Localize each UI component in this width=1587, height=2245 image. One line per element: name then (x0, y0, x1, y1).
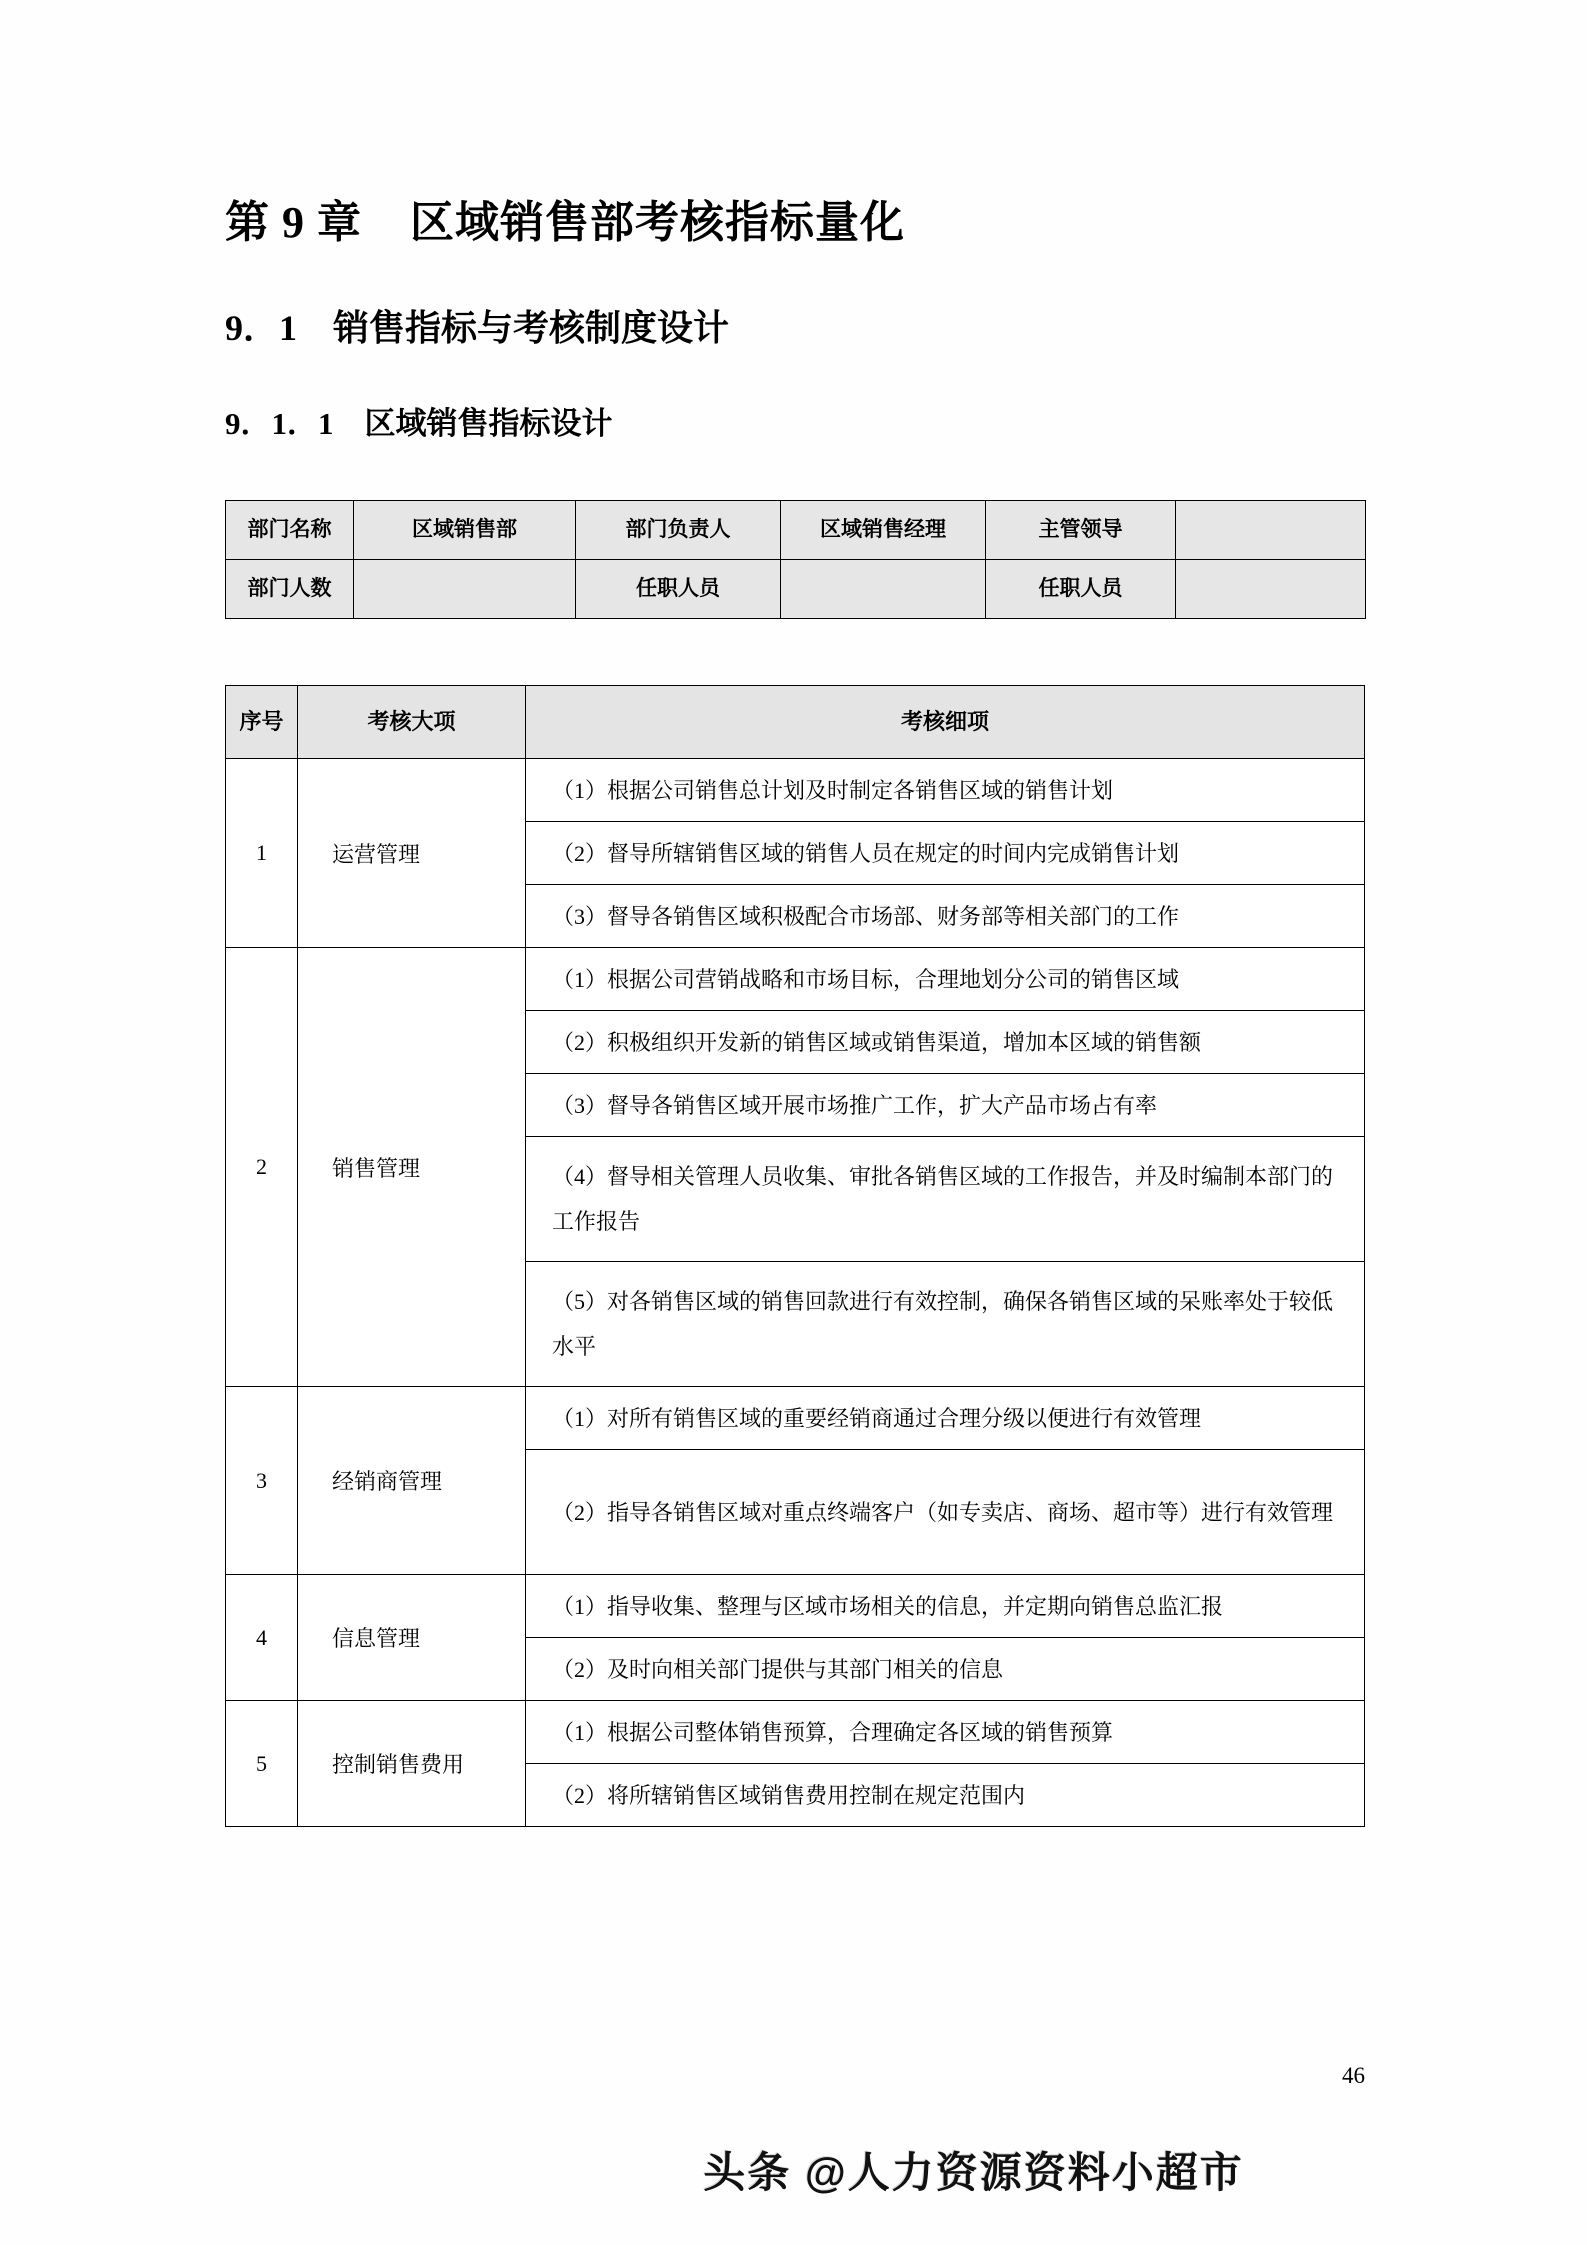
category-cell: 销售管理 (298, 948, 526, 1387)
table-row (226, 501, 1366, 560)
category-cell: 控制销售费用 (298, 1701, 526, 1827)
table-row (226, 1387, 1365, 1450)
page-content (225, 0, 1365, 1827)
assessment-item-cell: （2）将所辖销售区域销售费用控制在规定范围内 (526, 1764, 1365, 1827)
row-number-cell: 1 (226, 759, 298, 948)
dept-cell: 部门人数 (226, 560, 354, 619)
department-info-body (226, 501, 1366, 619)
assessment-item-cell: （3）督导各销售区域积极配合市场部、财务部等相关部门的工作 (526, 885, 1365, 948)
page-number: 46 (1342, 2063, 1365, 2088)
dept-cell: 任职人员 (986, 560, 1176, 619)
subsection-heading: 9．1．1 区域销售指标设计 (225, 405, 613, 441)
assessment-item-cell: （5）对各销售区域的销售回款进行有效控制，确保各销售区域的呆账率处于较低水平 (526, 1262, 1365, 1387)
assessment-item-cell: （2）及时向相关部门提供与其部门相关的信息 (526, 1638, 1365, 1701)
row-number-cell: 5 (226, 1701, 298, 1827)
assessment-item-cell: （1）指导收集、整理与区域市场相关的信息，并定期向销售总监汇报 (526, 1575, 1365, 1638)
header-cell-category: 考核大项 (298, 686, 526, 759)
table-row (226, 948, 1365, 1011)
chapter-title: 第 9 章 区域销售部考核指标量化 (225, 198, 905, 247)
row-number-cell: 2 (226, 948, 298, 1387)
watermark: 头条 @人力资源资料小超市 (703, 2149, 1244, 2196)
assessment-item-cell: （1）根据公司营销战略和市场目标，合理地划分公司的销售区域 (526, 948, 1365, 1011)
department-info-table (225, 500, 1366, 619)
dept-cell (354, 560, 576, 619)
header-cell-no: 序号 (226, 686, 298, 759)
assessment-table-head (226, 686, 1365, 759)
table-row (226, 759, 1365, 822)
table-row (226, 1701, 1365, 1764)
dept-cell: 任职人员 (576, 560, 781, 619)
dept-cell (1176, 501, 1366, 560)
row-number-cell: 4 (226, 1575, 298, 1701)
dept-cell (781, 560, 986, 619)
table-row (226, 1575, 1365, 1638)
assessment-item-cell: （1）根据公司销售总计划及时制定各销售区域的销售计划 (526, 759, 1365, 822)
dept-cell: 主管领导 (986, 501, 1176, 560)
assessment-item-cell: （1）对所有销售区域的重要经销商通过合理分级以便进行有效管理 (526, 1387, 1365, 1450)
assessment-item-cell: （4）督导相关管理人员收集、审批各销售区域的工作报告，并及时编制本部门的工作报告 (526, 1137, 1365, 1262)
dept-cell: 区域销售经理 (781, 501, 986, 560)
assessment-item-cell: （2）积极组织开发新的销售区域或销售渠道，增加本区域的销售额 (526, 1011, 1365, 1074)
dept-cell (1176, 560, 1366, 619)
assessment-table-body (226, 759, 1365, 1827)
table-row (226, 560, 1366, 619)
dept-cell: 区域销售部 (354, 501, 576, 560)
header-cell-item: 考核细项 (526, 686, 1365, 759)
section-heading: 9．1 销售指标与考核制度设计 (225, 308, 730, 348)
dept-cell: 部门负责人 (576, 501, 781, 560)
category-cell: 信息管理 (298, 1575, 526, 1701)
assessment-item-cell: （3）督导各销售区域开展市场推广工作，扩大产品市场占有率 (526, 1074, 1365, 1137)
assessment-item-cell: （2）督导所辖销售区域的销售人员在规定的时间内完成销售计划 (526, 822, 1365, 885)
category-cell: 经销商管理 (298, 1387, 526, 1575)
row-number-cell: 3 (226, 1387, 298, 1575)
assessment-item-cell: （2）指导各销售区域对重点终端客户（如专卖店、商场、超市等）进行有效管理 (526, 1450, 1365, 1575)
assessment-indicator-table (225, 685, 1365, 1827)
dept-cell: 部门名称 (226, 501, 354, 560)
table-header-row (226, 686, 1365, 759)
category-cell: 运营管理 (298, 759, 526, 948)
assessment-item-cell: （1）根据公司整体销售预算，合理确定各区域的销售预算 (526, 1701, 1365, 1764)
